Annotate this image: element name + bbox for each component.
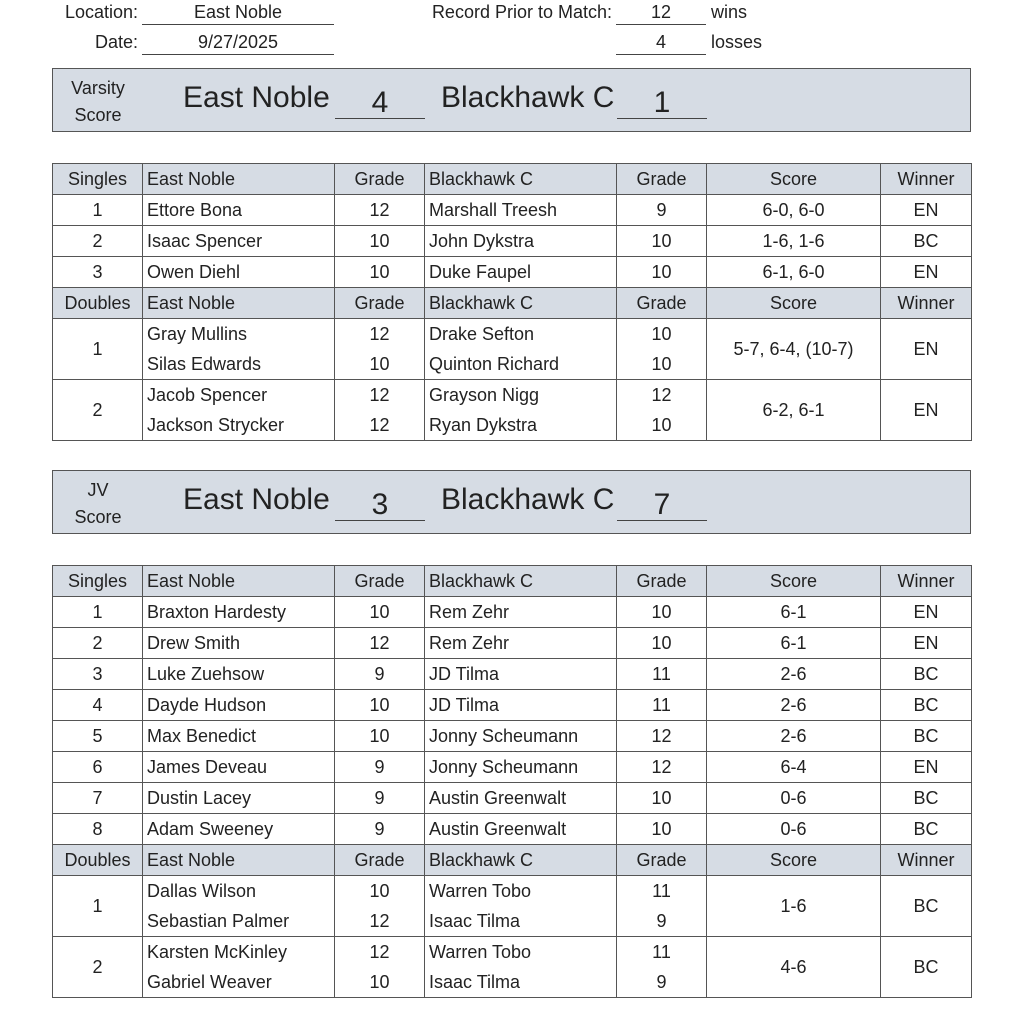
grade-cell-line: 12 [369, 385, 390, 405]
position-cell: 4 [53, 690, 143, 721]
grade-cell: 10 [617, 257, 707, 288]
blackhawk-players [425, 380, 617, 441]
score-cell: 6-1 [707, 628, 881, 659]
east-noble-player: Adam Sweeney [143, 814, 335, 845]
grade-cell-line: 12 [369, 942, 390, 962]
blackhawk-player: JD Tilma [425, 690, 617, 721]
blackhawk-player: Austin Greenwalt [425, 814, 617, 845]
table-row [53, 226, 972, 257]
grade-cell: 12 [617, 752, 707, 783]
grade-cell [617, 937, 707, 998]
blackhawk-players [425, 876, 617, 937]
score-cell: 2-6 [707, 659, 881, 690]
location-label: Location: [64, 2, 138, 22]
grade-cell: 12 [335, 195, 425, 226]
column-header: Score [707, 288, 881, 319]
column-header: Singles [53, 164, 143, 195]
east-noble-players-line: Karsten McKinley [147, 942, 288, 962]
varsity-score2: 1 [617, 83, 707, 119]
column-header: Score [707, 164, 881, 195]
position-cell: 1 [53, 876, 143, 937]
jv-score1: 3 [335, 485, 425, 521]
table-row [53, 690, 972, 721]
blackhawk-players [425, 319, 617, 380]
varsity-team1: East Noble [183, 81, 330, 114]
jv-score-box [52, 470, 971, 534]
position-cell: 6 [53, 752, 143, 783]
varsity-team2: Blackhawk C [441, 81, 615, 114]
east-noble-player: Dustin Lacey [143, 783, 335, 814]
blackhawk-players-line: Warren Tobo [429, 881, 532, 901]
grade-cell: 9 [335, 783, 425, 814]
column-header: Grade [617, 288, 707, 319]
blackhawk-players-line: Grayson Nigg [429, 385, 540, 405]
table-row [53, 814, 972, 845]
east-noble-players-line: Jackson Strycker [147, 415, 285, 435]
east-noble-players-line: Silas Edwards [147, 354, 262, 374]
position-cell: 2 [53, 628, 143, 659]
east-noble-player: Drew Smith [143, 628, 335, 659]
blackhawk-player: Rem Zehr [425, 597, 617, 628]
varsity-score1: 4 [335, 83, 425, 119]
position-cell: 7 [53, 783, 143, 814]
column-header: Grade [335, 566, 425, 597]
position-cell: 1 [53, 319, 143, 380]
score-cell: 0-6 [707, 814, 881, 845]
table-row [53, 380, 972, 441]
grade-cell-line: 11 [652, 942, 671, 962]
east-noble-players-line: Dallas Wilson [147, 881, 257, 901]
table-header-row [53, 288, 972, 319]
grade-cell-line: 12 [651, 385, 672, 405]
winner-cell: EN [881, 380, 972, 441]
position-cell: 2 [53, 226, 143, 257]
date-label: Date: [94, 32, 138, 52]
column-header: Winner [881, 845, 972, 876]
table-row [53, 659, 972, 690]
varsity-score-box [52, 68, 971, 132]
jv-team2: Blackhawk C [441, 483, 615, 516]
winner-cell: BC [881, 876, 972, 937]
grade-cell-line: 10 [369, 881, 390, 901]
table-header-row [53, 164, 972, 195]
east-noble-player: Dayde Hudson [143, 690, 335, 721]
wins-value: 12 [616, 0, 706, 25]
position-cell: 1 [53, 195, 143, 226]
winner-cell: BC [881, 937, 972, 998]
score-cell: 6-1 [707, 597, 881, 628]
winner-cell: EN [881, 257, 972, 288]
east-noble-players-line: Sebastian Palmer [147, 911, 290, 931]
column-header: Score [707, 845, 881, 876]
blackhawk-players-line: Isaac Tilma [429, 911, 521, 931]
column-header: Score [707, 566, 881, 597]
wins-label: wins [711, 2, 748, 22]
column-header: Blackhawk C [425, 164, 617, 195]
table-row [53, 628, 972, 659]
east-noble-player: Max Benedict [143, 721, 335, 752]
east-noble-player: Luke Zuehsow [143, 659, 335, 690]
grade-cell: 10 [617, 814, 707, 845]
grade-cell: 10 [335, 226, 425, 257]
position-cell: 3 [53, 257, 143, 288]
blackhawk-players-line: Drake Sefton [429, 324, 535, 344]
column-header: Grade [335, 164, 425, 195]
grade-cell: 10 [617, 597, 707, 628]
varsity-score-label [53, 75, 143, 129]
grade-cell-line: 9 [656, 972, 667, 992]
column-header: Grade [617, 164, 707, 195]
score-cell: 6-2, 6-1 [707, 380, 881, 441]
table-row [53, 937, 972, 998]
blackhawk-player: Jonny Scheumann [425, 721, 617, 752]
grade-cell: 12 [617, 721, 707, 752]
grade-cell [335, 876, 425, 937]
table-row [53, 319, 972, 380]
location-value: East Noble [142, 0, 334, 25]
table-row [53, 752, 972, 783]
score-cell: 0-6 [707, 783, 881, 814]
grade-cell: 10 [335, 257, 425, 288]
grade-cell: 11 [617, 659, 707, 690]
grade-cell [617, 380, 707, 441]
grade-cell: 9 [617, 195, 707, 226]
position-cell: 3 [53, 659, 143, 690]
grade-cell: 9 [335, 752, 425, 783]
east-noble-player: Owen Diehl [143, 257, 335, 288]
grade-cell-line: 11 [652, 881, 671, 901]
column-header: Grade [617, 845, 707, 876]
position-cell: 2 [53, 937, 143, 998]
score-cell: 4-6 [707, 937, 881, 998]
jv-label-line1: JV [87, 480, 109, 500]
grade-cell: 10 [335, 690, 425, 721]
column-header: Blackhawk C [425, 566, 617, 597]
winner-cell: EN [881, 597, 972, 628]
grade-cell [617, 876, 707, 937]
east-noble-player: Ettore Bona [143, 195, 335, 226]
table-header-row [53, 566, 972, 597]
table-row [53, 257, 972, 288]
blackhawk-player: JD Tilma [425, 659, 617, 690]
blackhawk-player: Jonny Scheumann [425, 752, 617, 783]
east-noble-player: James Deveau [143, 752, 335, 783]
table-row [53, 721, 972, 752]
winner-cell: EN [881, 319, 972, 380]
grade-cell-line: 10 [651, 324, 672, 344]
column-header: East Noble [143, 566, 335, 597]
position-cell: 2 [53, 380, 143, 441]
winner-cell: BC [881, 721, 972, 752]
grade-cell: 11 [617, 690, 707, 721]
east-noble-players [143, 876, 335, 937]
blackhawk-players-line: Isaac Tilma [429, 972, 521, 992]
varsity-results-table [52, 163, 972, 441]
winner-cell: EN [881, 195, 972, 226]
grade-cell-line: 10 [651, 415, 672, 435]
column-header: Grade [335, 845, 425, 876]
losses-label: losses [711, 32, 763, 52]
table-row [53, 195, 972, 226]
winner-cell: BC [881, 659, 972, 690]
column-header: East Noble [143, 845, 335, 876]
grade-cell [335, 380, 425, 441]
east-noble-players-line: Gray Mullins [147, 324, 248, 344]
column-header: Winner [881, 288, 972, 319]
table-header-row [53, 845, 972, 876]
grade-cell: 9 [335, 814, 425, 845]
east-noble-players-line: Gabriel Weaver [147, 972, 272, 992]
blackhawk-player: Austin Greenwalt [425, 783, 617, 814]
position-cell: 5 [53, 721, 143, 752]
winner-cell: BC [881, 690, 972, 721]
blackhawk-players-line: Ryan Dykstra [429, 415, 538, 435]
jv-team1: East Noble [183, 483, 330, 516]
table-row [53, 783, 972, 814]
blackhawk-player: Rem Zehr [425, 628, 617, 659]
blackhawk-players [425, 937, 617, 998]
jv-score-label [53, 477, 143, 531]
score-cell: 2-6 [707, 721, 881, 752]
east-noble-players [143, 319, 335, 380]
grade-cell-line: 12 [369, 324, 390, 344]
score-cell: 1-6 [707, 876, 881, 937]
winner-cell: EN [881, 752, 972, 783]
grade-cell [335, 937, 425, 998]
grade-cell-line: 9 [656, 911, 667, 931]
score-cell: 6-0, 6-0 [707, 195, 881, 226]
column-header: Winner [881, 566, 972, 597]
blackhawk-players-line: Quinton Richard [429, 354, 560, 374]
winner-cell: BC [881, 814, 972, 845]
grade-cell: 10 [617, 628, 707, 659]
column-header: Grade [617, 566, 707, 597]
score-cell: 6-1, 6-0 [707, 257, 881, 288]
score-cell: 5-7, 6-4, (10-7) [707, 319, 881, 380]
score-cell: 1-6, 1-6 [707, 226, 881, 257]
varsity-label-line1: Varsity [71, 78, 125, 98]
column-header: Grade [335, 288, 425, 319]
column-header: Blackhawk C [425, 288, 617, 319]
column-header: East Noble [143, 288, 335, 319]
grade-cell-line: 10 [651, 354, 672, 374]
grade-cell: 12 [335, 628, 425, 659]
east-noble-players-line: Jacob Spencer [147, 385, 268, 405]
record-label: Record Prior to Match: [431, 2, 612, 22]
east-noble-player: Isaac Spencer [143, 226, 335, 257]
east-noble-player: Braxton Hardesty [143, 597, 335, 628]
east-noble-players [143, 937, 335, 998]
jv-results-table [52, 565, 972, 998]
table-row [53, 597, 972, 628]
position-cell: 1 [53, 597, 143, 628]
winner-cell: EN [881, 628, 972, 659]
blackhawk-player: John Dykstra [425, 226, 617, 257]
east-noble-players [143, 380, 335, 441]
grade-cell [335, 319, 425, 380]
column-header: East Noble [143, 164, 335, 195]
grade-cell-line: 12 [369, 911, 390, 931]
blackhawk-player: Duke Faupel [425, 257, 617, 288]
grade-cell-line: 10 [369, 972, 390, 992]
losses-value: 4 [616, 30, 706, 55]
column-header: Winner [881, 164, 972, 195]
score-cell: 6-4 [707, 752, 881, 783]
date-value: 9/27/2025 [142, 30, 334, 55]
grade-cell: 10 [335, 721, 425, 752]
column-header: Doubles [53, 845, 143, 876]
table-row [53, 876, 972, 937]
jv-label-line2: Score [74, 507, 122, 527]
grade-cell: 10 [335, 597, 425, 628]
grade-cell-line: 10 [369, 354, 390, 374]
blackhawk-player: Marshall Treesh [425, 195, 617, 226]
grade-cell: 9 [335, 659, 425, 690]
grade-cell: 10 [617, 226, 707, 257]
grade-cell [617, 319, 707, 380]
winner-cell: BC [881, 783, 972, 814]
score-cell: 2-6 [707, 690, 881, 721]
grade-cell-line: 12 [369, 415, 390, 435]
column-header: Singles [53, 566, 143, 597]
winner-cell: BC [881, 226, 972, 257]
position-cell: 8 [53, 814, 143, 845]
blackhawk-players-line: Warren Tobo [429, 942, 532, 962]
grade-cell: 10 [617, 783, 707, 814]
column-header: Blackhawk C [425, 845, 617, 876]
varsity-label-line2: Score [74, 105, 122, 125]
jv-score2: 7 [617, 485, 707, 521]
column-header: Doubles [53, 288, 143, 319]
